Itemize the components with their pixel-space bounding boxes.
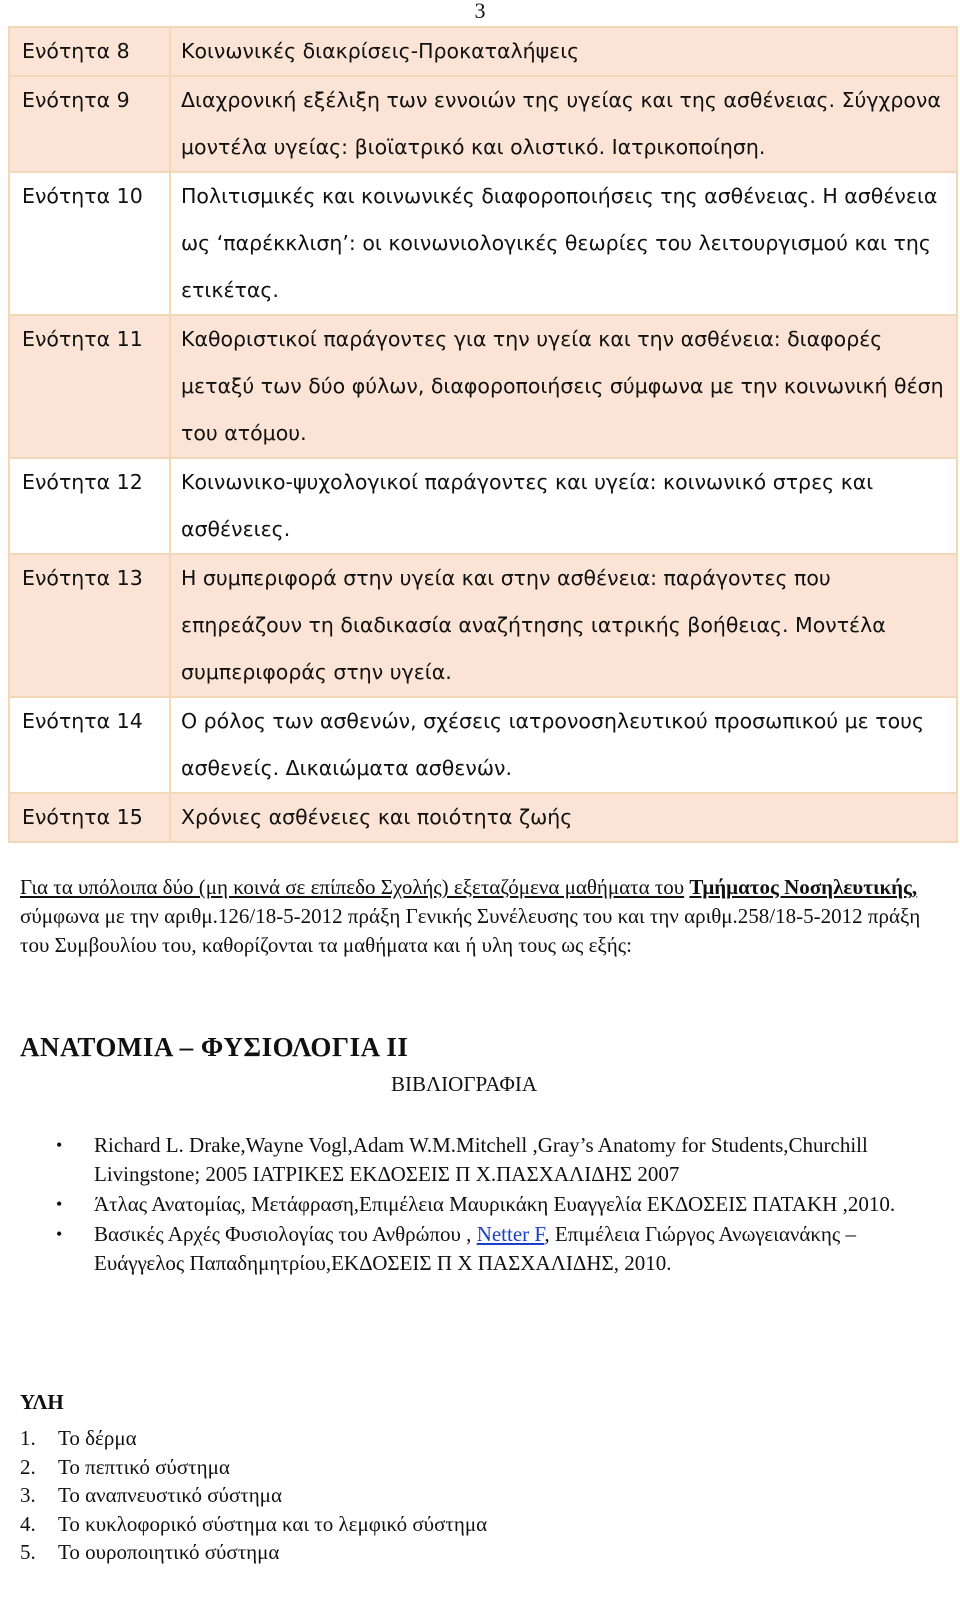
bullet-icon: • (56, 1194, 63, 1214)
unit-name: Ενότητα 13 (9, 554, 170, 697)
intro-text-underlined: Για τα υπόλοιπα δύο (μη κοινά σε επίπεδο Σχολής) εξεταζόμενα μαθήματα του (20, 875, 685, 899)
unit-name: Ενότητα 9 (9, 76, 170, 172)
list-item (20, 1538, 487, 1567)
list-item (20, 1481, 487, 1510)
intro-text: σύμφωνα με την αριθμ.126/18-5-2012 πράξη Γενικής Συνέλευσης του και την αριθμ.258/18-5-2012 πράξη του Συμβουλίου του, καθορίζονται τα μαθήματα και ή υλη τους ως εξής: (20, 904, 921, 957)
bibliography-list (56, 1131, 896, 1279)
item-number: 5. (20, 1540, 36, 1565)
table-row (9, 315, 957, 458)
course-title: ΑΝΑΤΟΜΙΑ – ΦΥΣΙΟΛΟΓΙΑ ΙΙ (20, 1032, 409, 1062)
unit-name: Ενότητα 12 (9, 458, 170, 554)
item-number: 1. (20, 1426, 36, 1450)
unit-description: Καθοριστικοί παράγοντες για την υγεία και την ασθένεια: διαφορές μεταξύ των δύο φύλων, διαφοροποιήσεις σύμφωνα με την κοινωνική θέση του ατόμου. (170, 315, 957, 458)
bibliography-entry: Άτλας Ανατομίας, Μετάφραση,Επιμέλεια Μαυρικάκη Ευαγγελία ΕΚΔΟΣΕΙΣ ΠΑΤΑΚΗ ,2010. (94, 1192, 896, 1216)
unit-description: Ο ρόλος των ασθενών, σχέσεις ιατρονοσηλευτικού προσωπικού με τους ασθενείς. Δικαιώματα ασθενών. (170, 697, 957, 793)
list-item (20, 1453, 487, 1482)
page-number: 3 (474, 0, 486, 23)
department-name: Τμήματος Νοσηλευτικής, (689, 875, 918, 899)
unit-name: Ενότητα 14 (9, 697, 170, 793)
bibliography-heading: ΒΙΒΛΙΟΓΡΑΦΙΑ (390, 1072, 538, 1096)
list-item (20, 1424, 487, 1453)
item-number: 3. (20, 1483, 36, 1508)
unit-description: Διαχρονική εξέλιξη των εννοιών της υγείας και της ασθένειας. Σύγχρονα μοντέλα υγείας: βιοϊατρικό και ολιστικό. Ιατρικοποίηση. (170, 76, 957, 172)
list-item (20, 1510, 487, 1539)
syllabus-item: Το δέρμα (58, 1426, 137, 1450)
bibliography-entry-text: , Επιμέλεια Γιώργος Ανωγειανάκης –Ευάγγελος Παπαδημητρίου,ΕΚΔΟΣΕΙΣ Π Χ ΠΑΣΧΑΛΙΔΗΣ, 2010. (94, 1222, 856, 1275)
bibliography-entry: Richard L. Drake,Wayne Vogl,Adam W.M.Mitchell ,Gray’s Anatomy for Students,Churchill Livingstone; 2005 ΙΑΤΡΙΚΕΣ ΕΚΔΟΣΕΙΣ Π Χ.ΠΑΣΧΑΛΙΔΗΣ 2007 (94, 1133, 868, 1186)
syllabus-item: Το κυκλοφορικό σύστημα και το λεμφικό σύστημα (58, 1511, 488, 1536)
item-number: 4. (20, 1511, 36, 1536)
list-item (56, 1220, 896, 1278)
table-row (9, 554, 957, 697)
table-row (9, 27, 957, 76)
unit-description: Η συμπεριφορά στην υγεία και στην ασθένεια: παράγοντες που επηρεάζουν τη διαδικασία αναζήτησης ιατρικής βοήθειας. Μοντέλα συμπεριφοράς στην υγεία. (170, 554, 957, 697)
list-item (56, 1131, 896, 1189)
unit-name: Ενότητα 11 (9, 315, 170, 458)
unit-name: Ενότητα 10 (9, 172, 170, 315)
table-row (9, 697, 957, 793)
unit-description: Κοινωνικο-ψυχολογικοί παράγοντες και υγεία: κοινωνικό στρες και ασθένειες. (170, 458, 957, 554)
bibliography-entry-text: Βασικές Αρχές Φυσιολογίας του Ανθρώπου , (94, 1222, 477, 1246)
bullet-icon: • (56, 1135, 63, 1155)
units-table (8, 26, 958, 843)
list-item (56, 1190, 896, 1219)
syllabus-item: Το αναπνευστικό σύστημα (58, 1483, 282, 1508)
table-row (9, 172, 957, 315)
table-row (9, 458, 957, 554)
unit-name: Ενότητα 8 (9, 27, 170, 76)
table-row (9, 793, 957, 842)
syllabus-list (20, 1424, 487, 1567)
unit-name: Ενότητα 15 (9, 793, 170, 842)
bullet-icon: • (56, 1224, 63, 1244)
intro-paragraph (20, 873, 940, 960)
syllabus-heading: ΥΛΗ (20, 1390, 64, 1414)
syllabus-item: Το ουροποιητικό σύστημα (58, 1540, 280, 1565)
unit-description: Κοινωνικές διακρίσεις-Προκαταλήψεις (170, 27, 957, 76)
item-number: 2. (20, 1454, 36, 1479)
unit-description: Χρόνιες ασθένειες και ποιότητα ζωής (170, 793, 957, 842)
netter-link[interactable]: Netter F (476, 1222, 545, 1246)
table-row (9, 76, 957, 172)
syllabus-item: Το πεπτικό σύστημα (58, 1454, 230, 1479)
unit-description: Πολιτισμικές και κοινωνικές διαφοροποιήσεις της ασθένειας. Η ασθένεια ως ‘παρέκκλιση’: οι κοινωνιολογικές θεωρίες του λειτουργισμού και της ετικέτας. (170, 172, 957, 315)
